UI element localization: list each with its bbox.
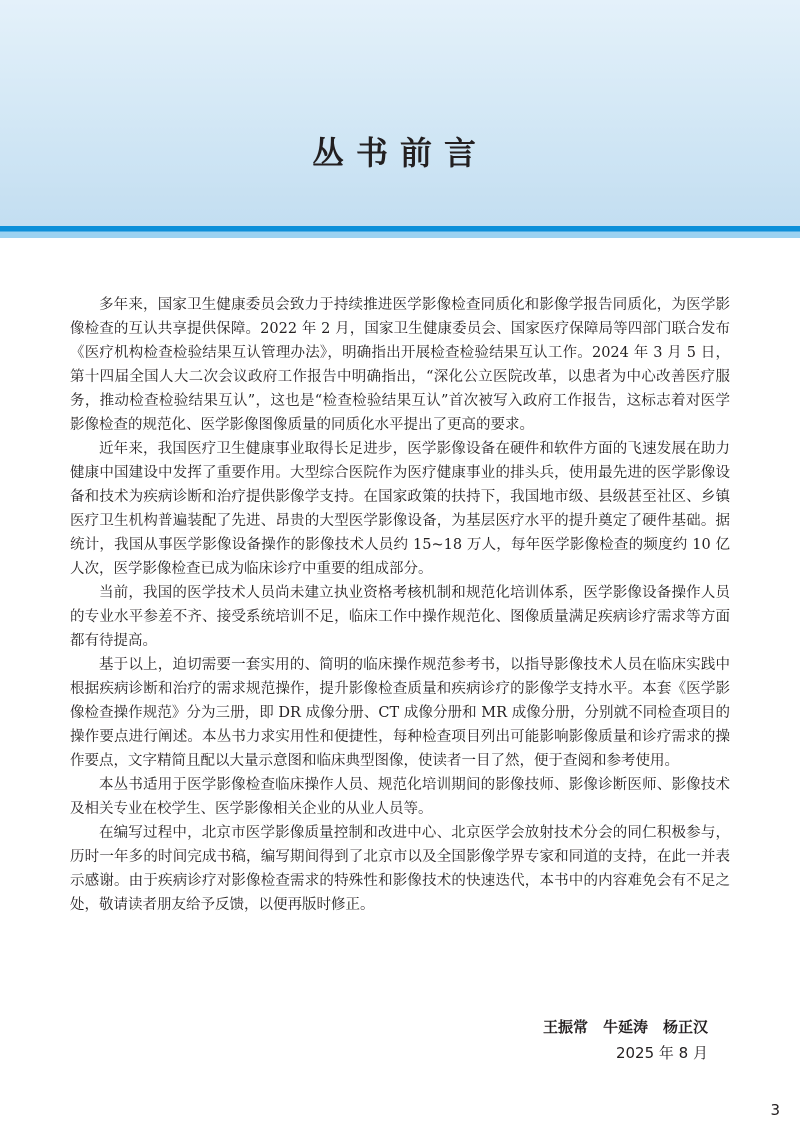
paragraph: 近年来，我国医疗卫生健康事业取得长足进步，医学影像设备在硬件和软件方面的飞速发展在助力健康中国建设中发挥了重要作用。大型综合医院作为医疗健康事业的排头兵，使用最先进的医学影像设备和技术为疾病诊断和治疗提供影像学支持。在国家政策的扶持下，我国地市级、县级甚至社区、乡镇医疗卫生机构普遍装配了先进、昂贵的大型医学影像设备，为基层医疗水平的提升奠定了硬件基础。据统计，我国从事医学影像设备操作的影像技术人员约 15~18 万人，每年医学影像检查的频度约 10 亿人次，医学影像检查已成为临床诊疗中重要的组成部分。 — [70, 441, 730, 577]
signature-block — [543, 1014, 708, 1066]
paragraph: 多年来，国家卫生健康委员会致力于持续推进医学影像检查同质化和影像学报告同质化，为医学影像检查的互认共享提供保障。2022 年 2 月，国家卫生健康委员会、国家医疗保障局等四部门联合发布《医疗机构检查检验结果互认管理办法》，明确指出开展检查检验结果互认工作。2024 年 3 月 5 日，第十四届全国人大二次会议政府工作报告中明确指出，“深化公立医院改革，以患者为中心改善医疗服务，推动检查检验结果互认”，这也是“检查检验结果互认”首次被写入政府工作报告，这标志着对医学影像检查的规范化、医学影像图像质量的同质化水平提出了更高的要求。 — [70, 297, 730, 433]
paragraph: 在编写过程中，北京市医学影像质量控制和改进中心、北京医学会放射技术分会的同仁积极参与，历时一年多的时间完成书稿，编写期间得到了北京市以及全国影像学界专家和同道的支持，在此一并表示感谢。由于疾病诊疗对影像检查需求的特殊性和影像技术的快速迭代，本书中的内容难免会有不足之处，敬请读者朋友给予反馈，以便再版时修正。 — [70, 825, 730, 913]
author-names: 王振常 牛延涛 杨正汉 — [542, 1018, 708, 1036]
page-number: 3 — [770, 1101, 780, 1119]
paragraph: 当前，我国的医学技术人员尚未建立执业资格考核机制和规范化培训体系，医学影像设备操作人员的专业水平参差不齐、接受系统培训不足，临床工作中操作规范化、图像质量满足疾病诊疗需求等方面都有待提高。 — [70, 585, 730, 649]
header-rule — [0, 226, 800, 238]
header-band — [0, 0, 800, 226]
page-title: 丛书前言 — [311, 134, 488, 172]
paragraph: 本丛书适用于医学影像检查临床操作人员、规范化培训期间的影像技师、影像诊断医师、影像技术及相关专业在校学生、医学影像相关企业的从业人员等。 — [70, 777, 730, 817]
signature-date: 2025 年 8 月 — [615, 1044, 708, 1062]
preface-body — [70, 293, 730, 917]
paragraph: 基于以上，迫切需要一套实用的、简明的临床操作规范参考书，以指导影像技术人员在临床实践中根据疾病诊断和治疗的需求规范操作，提升影像检查质量和疾病诊疗的影像学支持水平。本套《医学影像检查操作规范》分为三册，即 DR 成像分册、CT 成像分册和 MR 成像分册，分别就不同检查项目的操作要点进行阐述。本丛书力求实用性和便捷性，每种检查项目列出可能影响影像质量和诊疗需求的操作要点，文字精简且配以大量示意图和临床典型图像，使读者一目了然，便于查阅和参考使用。 — [70, 657, 730, 769]
